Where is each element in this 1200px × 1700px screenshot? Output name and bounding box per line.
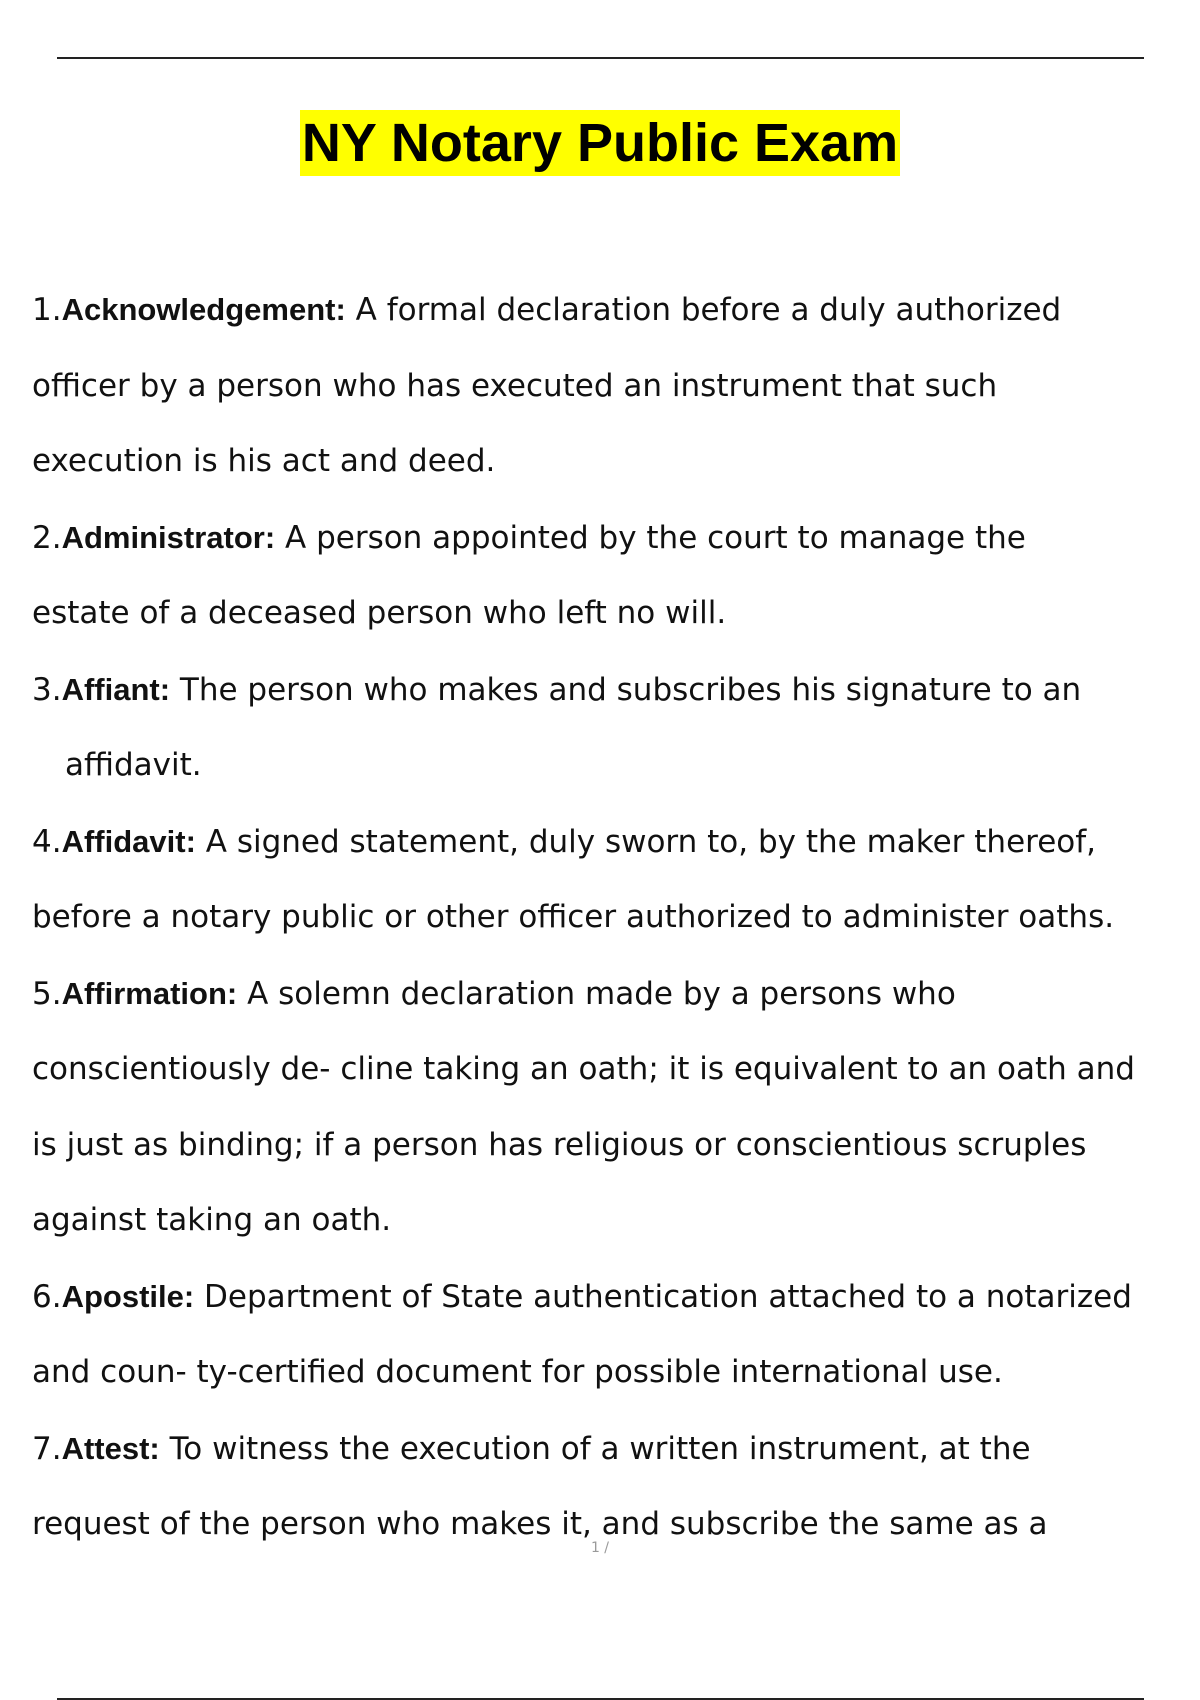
entry-text: To witness the execution of a written instrument, at the bbox=[159, 1430, 1031, 1467]
entry-text: before a notary public or other officer authorized to administer oaths. bbox=[32, 899, 1115, 935]
entry-text: A person appointed by the court to manage the bbox=[275, 519, 1026, 556]
entry-text: against taking an oath. bbox=[32, 1202, 392, 1238]
entry-text: A solemn declaration made by a persons who bbox=[237, 975, 956, 1012]
glossary-entry bbox=[32, 652, 1182, 804]
page-title: NY Notary Public Exam bbox=[300, 110, 900, 176]
entry-number: 1. bbox=[32, 292, 62, 328]
entry-text: The person who makes and subscribes his signature to an bbox=[170, 671, 1082, 708]
entry-term: Acknowledgement: bbox=[61, 292, 346, 327]
glossary-entry bbox=[32, 1259, 1182, 1411]
glossary-entry bbox=[32, 272, 1182, 500]
entry-number: 7. bbox=[32, 1430, 62, 1467]
entry-number: 5. bbox=[32, 975, 62, 1012]
entry-text: Department of State authentication attached to a notarized bbox=[194, 1278, 1132, 1315]
entry-text: is just as binding; if a person has religious or conscientious scruples bbox=[32, 1126, 1087, 1163]
entry-text: affidavit. bbox=[65, 747, 202, 783]
entry-term: Attest: bbox=[61, 1430, 160, 1466]
entry-text: conscientiously de- cline taking an oath; it is equivalent to an oath and bbox=[32, 1051, 1135, 1087]
entry-number: 4. bbox=[32, 823, 62, 860]
entry-term: Administrator: bbox=[61, 519, 276, 555]
entry-number: 3. bbox=[32, 671, 62, 708]
entry-text: and coun- ty-certified document for possible international use. bbox=[32, 1354, 1003, 1390]
entry-text: A signed statement, duly sworn to, by the maker thereof, bbox=[195, 823, 1097, 860]
glossary-entry bbox=[32, 804, 1182, 956]
entry-term: Affirmation: bbox=[61, 975, 238, 1011]
entry-term: Affidavit: bbox=[61, 823, 196, 859]
entry-text: request of the person who makes it, and subscribe the same as a bbox=[32, 1506, 1048, 1542]
entry-text: estate of a deceased person who left no will. bbox=[32, 595, 727, 631]
entry-number: 6. bbox=[32, 1278, 62, 1315]
glossary-list bbox=[32, 272, 1182, 1563]
entry-term: Apostile: bbox=[61, 1278, 195, 1314]
page-number: 1 / bbox=[590, 1540, 610, 1556]
entry-text: A formal declaration before a duly authorized bbox=[345, 292, 1062, 328]
glossary-entry bbox=[32, 500, 1182, 652]
entry-term: Affiant: bbox=[61, 671, 171, 707]
entry-text: officer by a person who has executed an instrument that such bbox=[32, 367, 998, 404]
glossary-entry bbox=[32, 956, 1182, 1259]
title-container bbox=[0, 110, 1200, 176]
top-divider bbox=[57, 57, 1144, 59]
entry-number: 2. bbox=[32, 519, 62, 556]
entry-text: execution is his act and deed. bbox=[32, 443, 496, 479]
